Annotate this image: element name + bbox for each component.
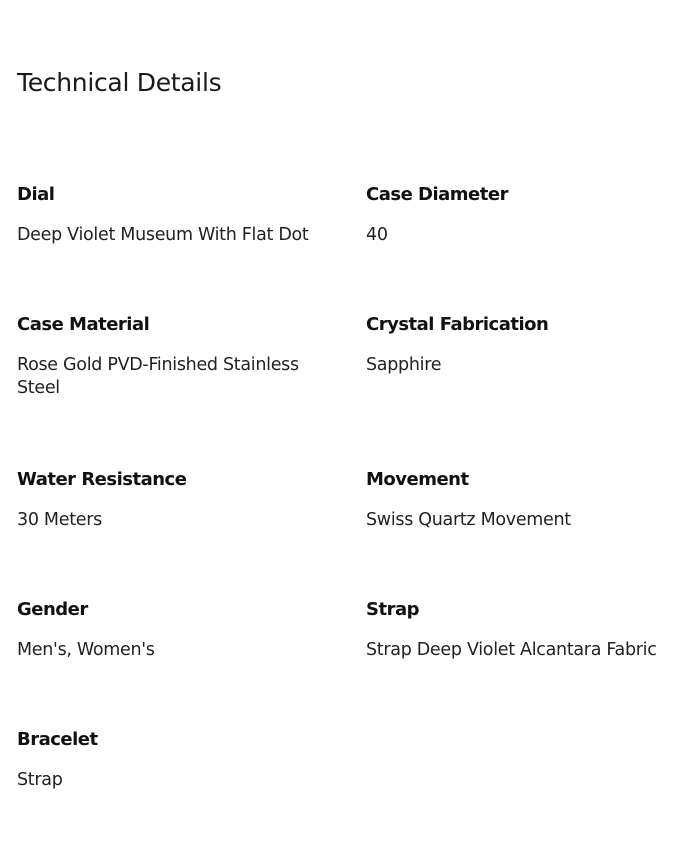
spec-value: Men's, Women's — [17, 640, 155, 660]
spec-case-diameter — [366, 184, 700, 314]
spec-row — [17, 314, 700, 469]
spec-value: 40 — [366, 225, 388, 245]
technical-details-grid — [17, 184, 700, 809]
page-title: Technical Details — [17, 68, 222, 97]
spec-value: Deep Violet Museum With Flat Dot — [17, 225, 309, 245]
spec-value: Strap Deep Violet Alcantara Fabric — [366, 640, 657, 660]
spec-movement — [366, 469, 700, 599]
spec-value: Strap — [17, 770, 63, 790]
spec-value: Swiss Quartz Movement — [366, 510, 571, 530]
spec-label: Movement — [366, 469, 469, 490]
spec-water-resistance — [17, 469, 366, 599]
spec-label: Bracelet — [17, 729, 98, 750]
spec-row — [17, 599, 700, 729]
spec-crystal-fabrication — [366, 314, 700, 469]
spec-label: Gender — [17, 599, 88, 620]
spec-value: Sapphire — [366, 355, 442, 375]
spec-strap — [366, 599, 700, 729]
spec-row — [17, 729, 700, 809]
spec-label: Case Material — [17, 314, 150, 335]
spec-label: Strap — [366, 599, 419, 620]
spec-label: Dial — [17, 184, 55, 205]
spec-row — [17, 184, 700, 314]
spec-label: Water Resistance — [17, 469, 187, 490]
spec-row — [17, 469, 700, 599]
spec-value: 30 Meters — [17, 510, 102, 530]
spec-label: Crystal Fabrication — [366, 314, 549, 335]
spec-case-material — [17, 314, 366, 469]
spec-value: Rose Gold PVD-Finished Stainless Steel — [17, 355, 299, 398]
spec-dial — [17, 184, 366, 314]
spec-label: Case Diameter — [366, 184, 508, 205]
spec-bracelet — [17, 729, 366, 809]
spec-gender — [17, 599, 366, 729]
